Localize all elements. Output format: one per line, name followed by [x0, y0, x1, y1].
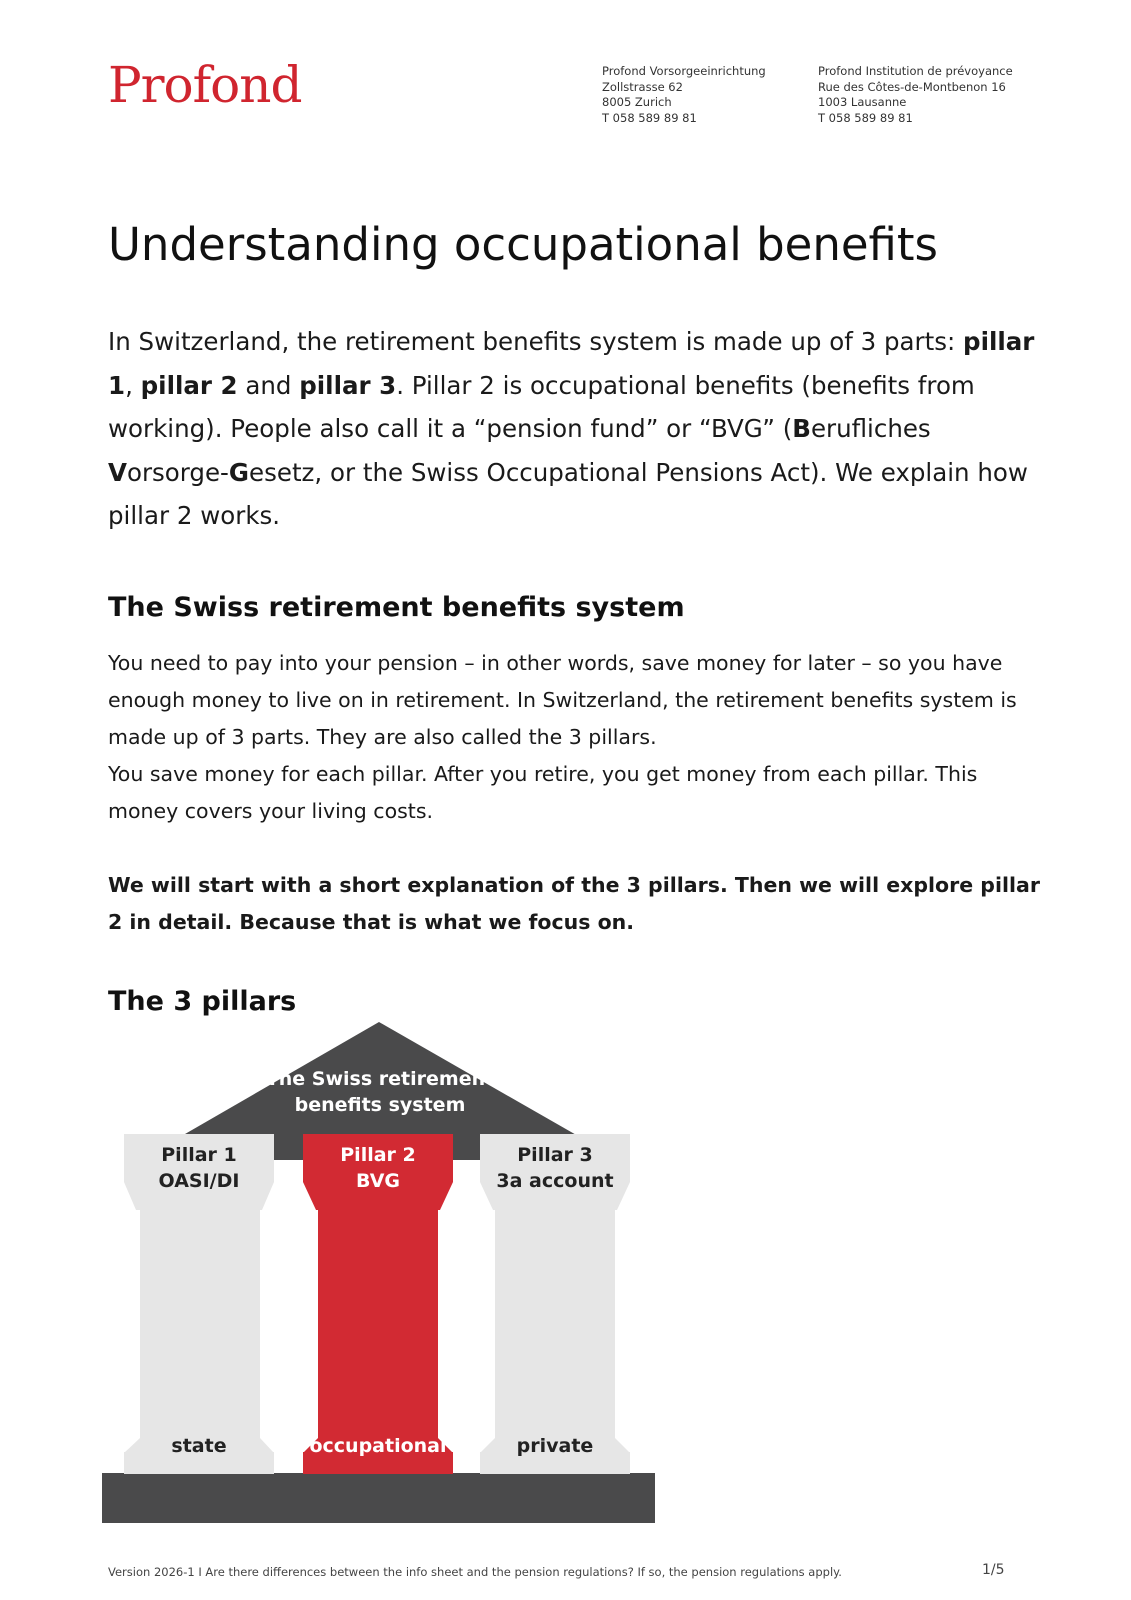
address-line: Zollstrasse 62 [602, 79, 683, 94]
base-shape [102, 1473, 655, 1523]
section-body-text: You need to pay into your pension – in other words, save money for later – so you have enough money to live on in retirement. In Switzerland, the retirement benefits system is made up of 3 parts. They are also called the 3 pillars. You save money for each pillar. After you retire, you get money from each pillar. This money covers your living costs. [108, 651, 1017, 823]
address-line: T 058 589 89 81 [818, 110, 913, 125]
intro-paragraph: In Switzerland, the retirement benefits system is made up of 3 parts: pillar 1, pillar 2 and pillar 3. Pillar 2 is occupational benefits (benefits from working). People also call it a “pension fund” or “BVG” (Berufliches Vorsorge-Gesetz, or the Swiss Occupational Pensions Act). We explain how pillar 2 works. [108, 327, 1035, 530]
section-bold-text: We will start with a short explanation of the 3 pillars. Then we will explore pillar 2 in detail. Because that is what we focus on. [108, 873, 1040, 934]
pillar-1-base-label: state [171, 1435, 227, 1457]
section-heading-system: The Swiss retirement benefits system [108, 592, 685, 623]
pillar-2-label: Pillar 2 BVG [340, 1144, 416, 1192]
address-line: Rue des Côtes-de-Montbenon 16 [818, 79, 1006, 94]
profond-logo: Profond [108, 56, 302, 114]
address-block-de [602, 64, 766, 126]
address-block-fr [818, 64, 1013, 126]
three-pillars-diagram [100, 1022, 680, 1542]
pillar-1-label: Pillar 1 OASI/DI [158, 1144, 240, 1192]
address-line: 8005 Zurich [602, 95, 672, 109]
pillar-2-base-label: occupational [309, 1435, 447, 1457]
page-number: 1/5 [982, 1562, 1005, 1578]
section-heading-pillars: The 3 pillars [108, 986, 297, 1017]
pillar-3-label: Pillar 3 3a account [496, 1144, 614, 1192]
address-line: Profond Vorsorgeeinrichtung [602, 64, 766, 78]
pillar-3-base-label: private [516, 1435, 594, 1457]
footer-note: Version 2026-1 I Are there differences between the info sheet and the pension regulations? If so, the pension regulations apply. [108, 1565, 842, 1579]
address-line: 1003 Lausanne [818, 95, 907, 109]
address-line: T 058 589 89 81 [602, 110, 697, 125]
roof-label: The Swiss retirement benefits system [265, 1068, 495, 1116]
address-line: Profond Institution de prévoyance [818, 64, 1013, 78]
page-title: Understanding occupational benefits [108, 218, 938, 271]
